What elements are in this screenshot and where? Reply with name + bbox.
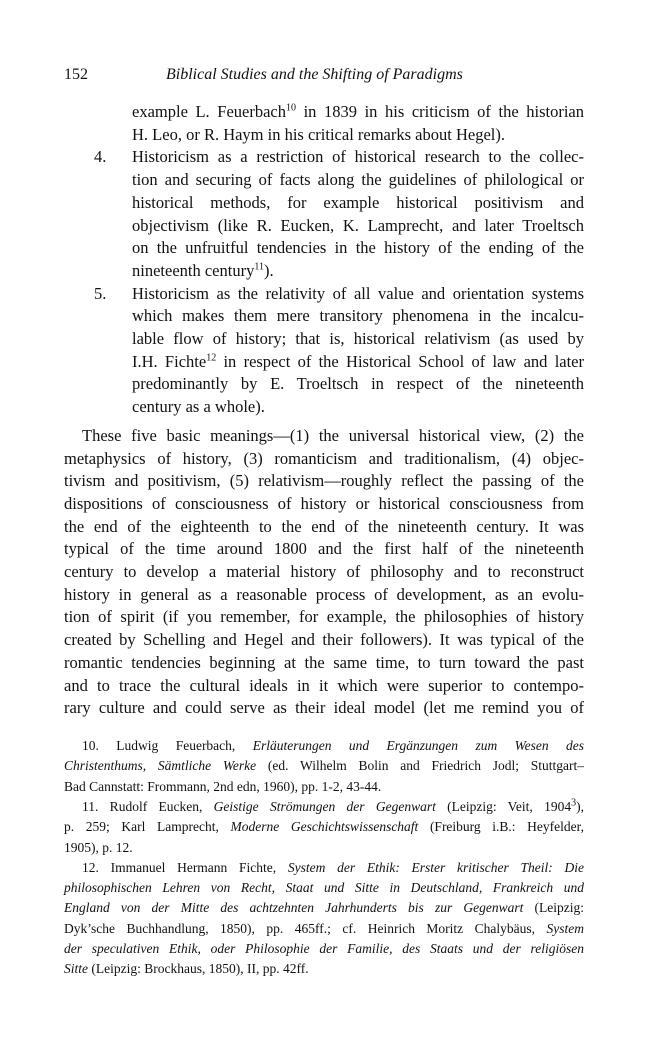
list-line: objectivism (like R. Eucken, K. Lamprecht, and later Troeltsch [132,215,584,235]
list-line: which makes them mere transitory phenomena in the incalcu- [132,306,584,326]
footnote-line [64,838,584,858]
text-run: in 1839 in his criticism of the historian [295,102,584,121]
text-run: I.H. Fichte [132,351,207,371]
text-run: p. 259; Karl Lamprecht, [64,819,231,835]
text-run: (ed. Wilhelm Bolin and Friedrich Jodl; Stuttgart– [256,758,584,774]
footnote-line [64,777,584,797]
italic-title: der speculativen Ethik, oder Philosophie der Familie, des Staats und der religiösen [64,941,584,956]
list-line: tion and securing of facts along the guidelines of philological or [132,170,584,190]
text-run: nineteenth century [132,260,255,280]
paragraph-line: the end of the eighteenth to the end of the nineteenth century. It was [64,516,584,536]
paragraph-line: tion of spirit (if you remember, for example, the philosophies of history [64,607,584,627]
italic-title: Erläuterungen und Ergänzungen zum Wesen des [252,738,585,753]
list-line [132,260,584,282]
footnote-line [64,939,584,959]
italic-title: England von der Mitte des achtzehnten Jahrhunderts bis zur Gegenwart [64,900,524,916]
paragraph-line: These five basic meanings—(1) the universal historical view, (2) the [82,425,584,445]
footnote-ref: 12 [206,352,217,364]
text-run: 12. Immanuel Hermann Fichte, [82,859,288,875]
paragraph-line: and to trace the cultural ideals in it which were superior to contempo- [64,675,584,695]
footnote-line [64,817,584,837]
paragraph-line: created by Schelling and Hegel and their followers). It was typical of the [64,630,584,650]
paragraph-line: typical of the time around 1800 and the first half of the nineteenth [64,539,584,559]
footnote-line [82,797,584,817]
footnote-line [82,858,584,878]
text-run: (Freiburg i.B.: Heyfelder, [418,819,584,835]
list-number: 5. [94,283,107,303]
text-run: Bad Cannstatt: Frommann, 2nd edn, 1960), pp. 1-2, 43-44. [64,778,382,794]
text-run: 1905), p. 12. [64,839,133,855]
list-line: Historicism as a restriction of historical research to the collec- [132,147,584,167]
text-run: in respect of the Historical School of law and later [216,351,585,371]
footnote-ref: 10 [285,102,296,114]
italic-title: philosophischen Lehren von Recht, Staat und Sitte in Deutschland, Frankreich und [64,880,584,896]
italic-title: Moderne Geschichtswissenschaft [230,819,419,835]
footnote-line [64,898,584,918]
paragraph-line: metaphysics of history, (3) romanticism and traditionalism, (4) objec- [64,448,584,468]
list-line: Historicism as the relativity of all value and orientation systems [132,283,584,303]
text-run: (Leipzig: Veit, 1904 [435,798,572,814]
italic-title: System der Ethik: Erster kritischer Theil: Die [287,859,584,875]
list-line: historical methods, for example historical positivism and [132,192,584,212]
footnote-line [64,756,584,776]
footnote-line [64,919,584,939]
text-run: 10. Ludwig Feuerbach, [82,738,253,753]
page-number: 152 [64,66,88,83]
paragraph-line: rary culture and could serve as their ideal model (let me remind you of [64,698,584,718]
paragraph-line: dispositions of consciousness of history or historical consciousness from [64,493,584,513]
paragraph-line: century to develop a material history of philosophy and to reconstruct [64,562,584,581]
list-line [132,124,584,146]
paragraph-line: tivism and positivism, (5) relativism—roughly reflect the passing of the [64,471,584,491]
text-run: ). [263,260,274,280]
edition-superscript: 3 [571,797,577,809]
list-line: century as a whole). [132,397,265,417]
footnote-line [64,878,584,898]
text-run: Dyk’sche Buchhandlung, 1850), pp. 465ff.; cf. Heinrich Moritz Chalybäus, [64,920,547,936]
text-run: 11. Rudolf Eucken, [82,798,214,814]
footnote-ref: 11 [254,261,264,273]
italic-title: Sitte [64,961,88,977]
list-line: on the unfruitful tendencies in the history of the ending of the [132,238,584,258]
page-header [64,64,584,86]
footnote-line [64,959,584,979]
running-title: Biblical Studies and the Shifting of Paradigms [166,66,463,83]
text-run: ), [576,798,584,814]
text-run: example L. Feuerbach [132,102,286,121]
list-line: lable flow of history; that is, historical relativism (as used by [132,329,584,348]
text-run: (Leipzig: Brockhaus, 1850), II, pp. 42ff. [88,961,309,977]
list-line [132,101,584,123]
footnote-line [82,736,584,756]
text-run: H. Leo, or R. Haym in his critical remarks about Hegel). [132,124,505,144]
italic-title: Geistige Strömungen der Gegenwart [213,798,436,814]
list-line: predominantly by E. Troeltsch in respect of the nineteenth [132,374,584,394]
list-number: 4. [94,147,107,167]
italic-title: System [546,920,584,936]
paragraph-line: history in general as a reasonable process of development, as an evolu- [64,584,584,604]
italic-title: Christenthums, Sämtliche Werke [64,758,257,774]
paragraph-line: romantic tendencies beginning at the same time, to turn toward the past [64,652,584,672]
text-run: (Leipzig: [523,900,584,916]
list-line [132,351,584,373]
